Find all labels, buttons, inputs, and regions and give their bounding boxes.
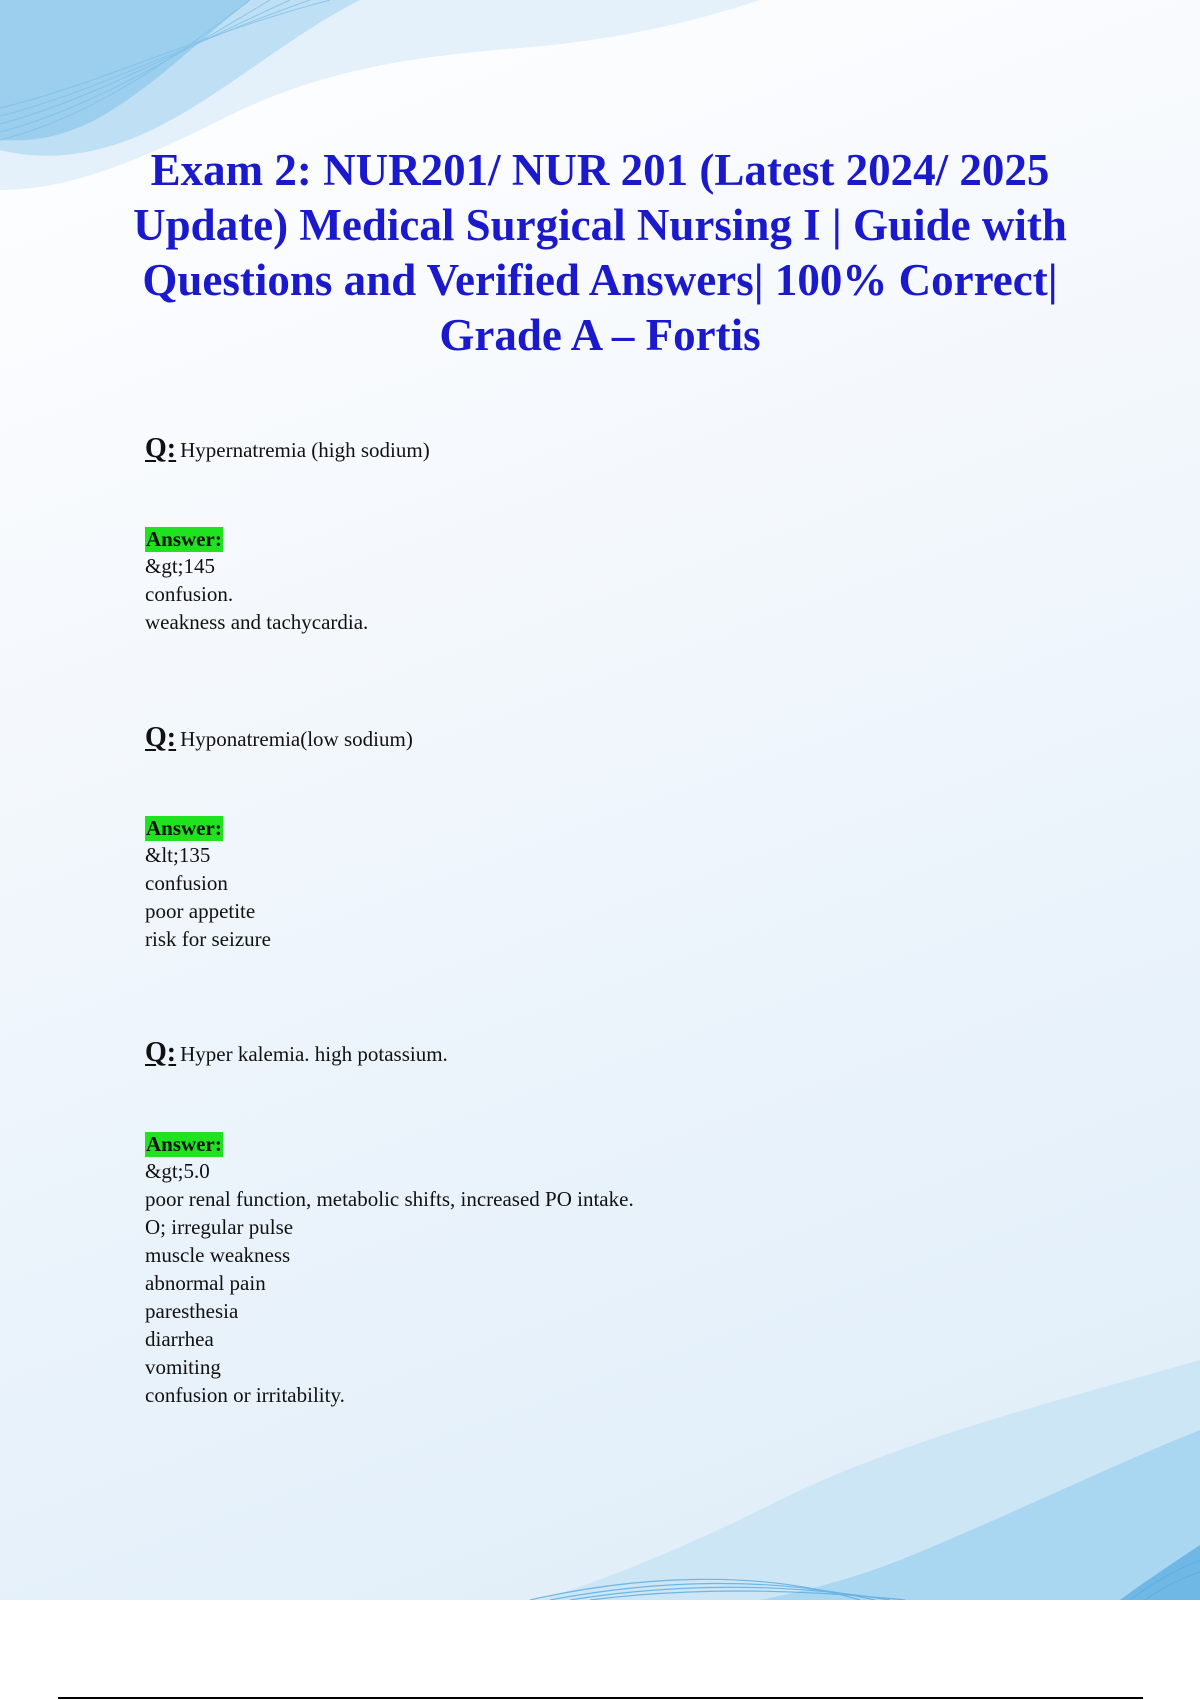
answer-line: confusion or irritability. xyxy=(145,1383,345,1407)
answer-line: paresthesia xyxy=(145,1299,239,1323)
answer-line: &gt;5.0 xyxy=(145,1159,210,1183)
question-marker: Q: xyxy=(145,722,177,753)
question-marker: Q: xyxy=(145,1037,177,1068)
qa-item xyxy=(145,724,1045,753)
answer-line: weakness and tachycardia. xyxy=(145,610,369,634)
answer-label: Answer: xyxy=(146,816,222,840)
answer-line: diarrhea xyxy=(145,1327,214,1351)
question-line xyxy=(145,435,1045,464)
footer-rule xyxy=(58,1697,1143,1699)
answer-line: poor renal function, metabolic shifts, increased PO intake. xyxy=(145,1187,634,1211)
answer-line: muscle weakness xyxy=(145,1243,291,1267)
answer-line: confusion. xyxy=(145,582,234,606)
answer-lines xyxy=(145,552,1045,636)
answer-lines xyxy=(145,841,1045,953)
question-text: Hypernatremia (high sodium) xyxy=(180,438,430,462)
answer-line: risk for seizure xyxy=(145,927,271,951)
answer-block xyxy=(145,1132,1045,1409)
qa-item xyxy=(145,435,1045,464)
answer-line: confusion xyxy=(145,871,228,895)
document-title: Exam 2: NUR201/ NUR 201 (Latest 2024/ 2025 Update) Medical Surgical Nursing I | Guide with Questions and Verified Answers| 100% Correct| Grade A – Fortis xyxy=(133,145,1067,360)
answer-label: Answer: xyxy=(146,527,222,551)
question-marker: Q: xyxy=(145,433,177,464)
answer-line: abnormal pain xyxy=(145,1271,266,1295)
question-line xyxy=(145,1039,1045,1068)
answer-label: Answer: xyxy=(146,1132,222,1156)
answer-line: O; irregular pulse xyxy=(145,1215,294,1239)
answer-line: &gt;145 xyxy=(145,554,216,578)
qa-item xyxy=(145,1039,1045,1068)
question-line xyxy=(145,724,1045,753)
answer-line: &lt;135 xyxy=(145,843,211,867)
answer-line: vomiting xyxy=(145,1355,221,1379)
answer-line: poor appetite xyxy=(145,899,256,923)
answer-block xyxy=(145,527,1045,636)
question-text: Hyponatremia(low sodium) xyxy=(180,727,413,751)
question-text: Hyper kalemia. high potassium. xyxy=(180,1042,448,1066)
answer-lines xyxy=(145,1157,1045,1409)
answer-block xyxy=(145,816,1045,953)
